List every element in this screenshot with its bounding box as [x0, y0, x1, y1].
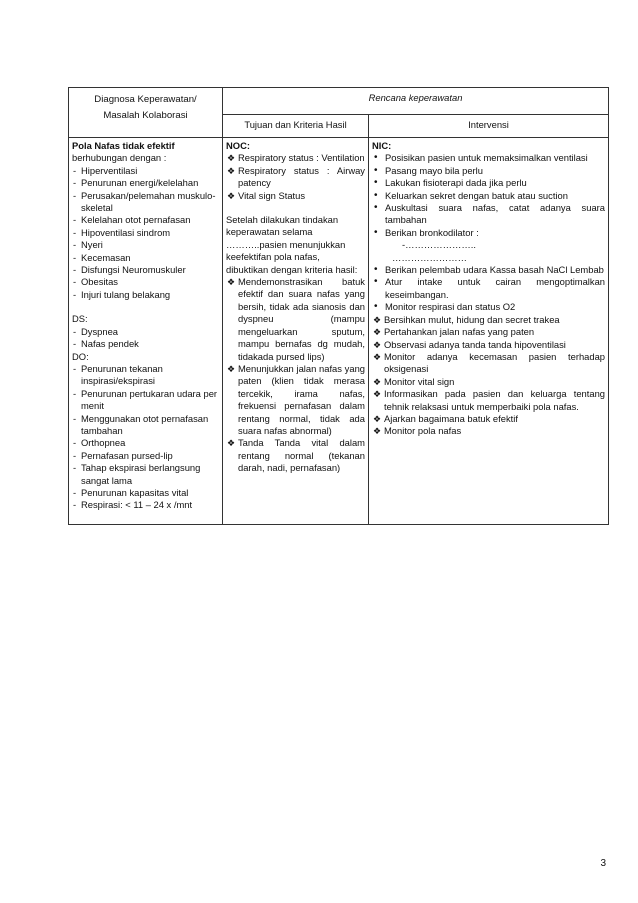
list-item: - Kecemasan [73, 251, 131, 263]
noc-paragraph: Setelah dilakukan tindakan keperawatan selama ………..pasien menunjukkan keefektifan pola nafas, dibuktikan dengan kriteria hasil: [226, 214, 358, 275]
list-item: • Atur intake untuk cairan mengoptimalkan keseimbangan. [374, 276, 606, 300]
list-item: ❖ Respiratory status : Ventilation [227, 152, 365, 164]
header-diagnosis-line2: Masalah Kolaborasi [103, 110, 188, 121]
header-interventions: Intervensi [369, 115, 609, 138]
list-item: ❖ Respiratory status : Airway patency [227, 164, 365, 189]
list-item: ❖ Monitor adanya kecemasan pasien terhadap oksigenasi [373, 350, 606, 375]
page-number: 3 [600, 858, 606, 869]
nic-cell [369, 138, 609, 525]
diamond-bullet-icon: ❖ [227, 363, 236, 374]
bullet-icon: • [374, 164, 378, 176]
list-item: ❖ Mendemonstrasikan batuk efektif dan suara nafas yang bersih, tidak ada sianosis dan dyspneu (mampu mengeluarkan sputum, mampu bernafas dg mudah, tidakada pursed lips) [227, 276, 365, 362]
list-item: - Orthopnea [73, 437, 126, 449]
diamond-bullet-icon: ❖ [373, 339, 382, 350]
dots-line-1: -………………….. [402, 239, 476, 251]
diagnosis-intro: berhubungan dengan : [72, 152, 167, 164]
diagnosis-cell [69, 138, 223, 525]
list-item: - Respirasi: < 11 – 24 x /mnt [73, 499, 193, 511]
nic-label: NIC: [372, 140, 392, 151]
list-item: - Injuri tulang belakang [73, 288, 171, 300]
list-item: - Pernafasan pursed-lip [73, 449, 173, 461]
noc-cell [223, 138, 369, 525]
list-item: - Penurunan tekanan inspirasi/ekspirasi [73, 362, 163, 387]
do-label: DO: [72, 350, 89, 362]
list-item: ❖ Tanda Tanda vital dalam rentang normal (tekanan darah, nadi, pernafasan) [227, 437, 365, 474]
bullet-icon: • [374, 226, 378, 238]
dots-line-2: …………………… [392, 251, 467, 263]
bullet-icon: • [374, 301, 378, 313]
list-item: - Hiperventilasi [73, 164, 138, 176]
list-item: - Disfungsi Neuromuskuler [73, 264, 186, 276]
list-item: ❖ Menunjukkan jalan nafas yang paten (klien tidak merasa tercekik, irama nafas, frekuensi pernafasan dalam rentang normal, tidak ada suara nafas abnormal) [227, 362, 365, 436]
bullet-icon: • [374, 152, 378, 164]
list-item: - Dyspnea [73, 325, 119, 337]
header-goals: Tujuan dan Kriteria Hasil [223, 115, 369, 138]
list-item: ❖ Observasi adanya tanda tanda hipoventilasi [373, 338, 566, 350]
diamond-bullet-icon: ❖ [227, 190, 236, 201]
header-diagnosis-line1: Diagnosa Keperawatan/ [94, 94, 197, 105]
list-item: - Penurunan kapasitas vital [73, 486, 189, 498]
list-item: - Obesitas [73, 276, 118, 288]
list-item: ❖ Vital sign Status [227, 189, 306, 201]
list-item: ❖ Ajarkan bagaimana batuk efektif [373, 412, 518, 424]
list-item: • Lakukan fisioterapi dada jika perlu [374, 177, 527, 189]
list-item: - Kelelahan otot pernafasan [73, 214, 191, 226]
list-item: • Keluarkan sekret dengan batuk atau suction [374, 189, 568, 201]
diamond-bullet-icon: ❖ [373, 376, 382, 387]
header-plan-title: Rencana keperawatan [223, 88, 609, 115]
list-item: - Menggunakan otot pernafasan tambahan [73, 412, 209, 436]
list-item: - Penurunan pertukaran udara per menit [73, 387, 218, 412]
care-plan-table [68, 87, 609, 525]
list-item: ❖ Monitor vital sign [373, 375, 455, 387]
list-item: - Penurunan energi/kelelahan [73, 177, 199, 189]
list-item: - Hipoventilasi sindrom [73, 226, 171, 238]
list-item: - Perusakan/pelemahan muskulo-skeletal [73, 189, 216, 214]
list-item: ❖ Pertahankan jalan nafas yang paten [373, 326, 535, 338]
diamond-bullet-icon: ❖ [373, 426, 382, 437]
bullet-icon: • [374, 202, 378, 214]
list-item: • Posisikan pasien untuk memaksimalkan ventilasi [374, 152, 588, 164]
list-item: • Berikan bronkodilator : [374, 226, 479, 238]
list-item: • Pasang mayo bila perlu [374, 164, 483, 176]
bullet-icon: • [374, 276, 378, 288]
header-diagnosis [69, 88, 223, 138]
diamond-bullet-icon: ❖ [373, 413, 382, 424]
diamond-bullet-icon: ❖ [227, 153, 236, 164]
bullet-icon: • [374, 189, 378, 201]
list-item: ❖ Informasikan pada pasien dan keluarga tentang tehnik relaksasi untuk memperbaiki pola nafas. [373, 388, 606, 412]
list-item: ❖ Bersihkan mulut, hidung dan secret trakea [373, 313, 560, 325]
list-item: • Auskultasi suara nafas, catat adanya suara tambahan [374, 202, 606, 226]
diagnosis-title: Pola Nafas tidak efektif [72, 140, 175, 151]
diamond-bullet-icon: ❖ [373, 314, 382, 325]
bullet-icon: • [374, 177, 378, 189]
diamond-bullet-icon: ❖ [373, 351, 382, 362]
list-item: - Nyeri [73, 239, 103, 251]
list-item: • Berikan pelembab udara Kassa basah NaCl Lembab [374, 264, 604, 276]
bullet-icon: • [374, 264, 378, 276]
list-item: • Monitor respirasi dan status O2 [374, 301, 516, 313]
diamond-bullet-icon: ❖ [227, 165, 236, 176]
diamond-bullet-icon: ❖ [227, 438, 236, 449]
ds-label: DS: [72, 313, 88, 325]
list-item: - Nafas pendek [73, 338, 139, 350]
list-item: ❖ Monitor pola nafas [373, 425, 462, 437]
noc-label: NOC: [226, 140, 250, 151]
list-item: - Tahap ekspirasi berlangsung sangat lama [73, 462, 201, 486]
diamond-bullet-icon: ❖ [373, 327, 382, 338]
diamond-bullet-icon: ❖ [227, 277, 236, 288]
diamond-bullet-icon: ❖ [373, 389, 382, 400]
